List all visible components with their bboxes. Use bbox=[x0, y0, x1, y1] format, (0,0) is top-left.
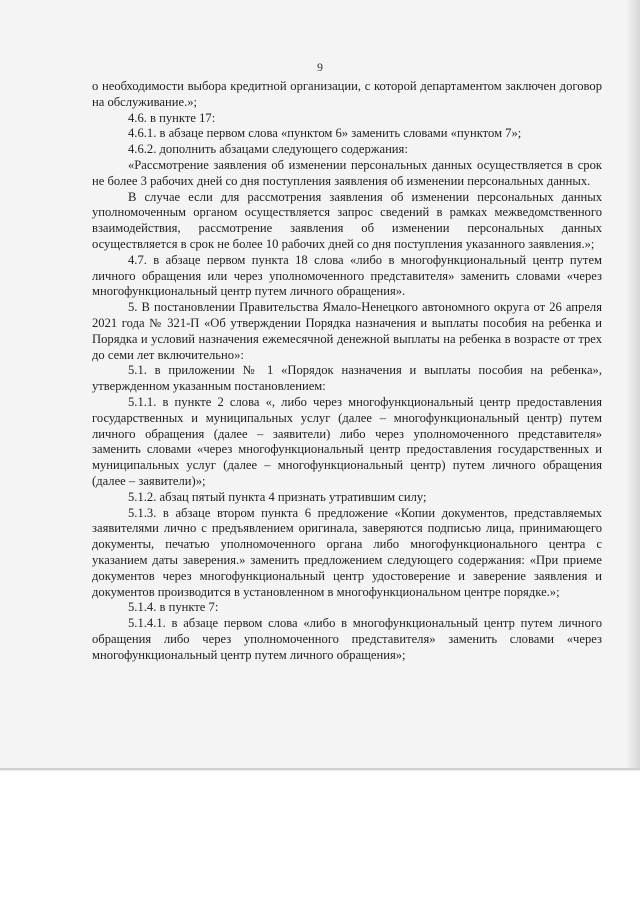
paragraph-5-1-2: 5.1.2. абзац пятый пункта 4 признать утратившим силу; bbox=[128, 489, 427, 504]
paragraph-continuation: о необходимости выбора кредитной организации, с которой департаментом заключен договор на обслуживание.»; bbox=[92, 79, 602, 109]
paragraph-5-1-1: 5.1.1. в пункте 2 слова «, либо через многофункциональный центр предоставления государственных и муниципальных услуг (далее – многофункциональный центр) путем личного обращения (далее – заявители) либо через уполномоченного представителя» заменить словами «через многофункциональный центр предоставления государственных и муниципальных услуг (далее – многофункциональный центр) путем личного обращения (далее – заявители)»; bbox=[92, 394, 602, 488]
paragraph-5-1-4: 5.1.4. в пункте 7: bbox=[128, 600, 219, 615]
paragraph-5-1-4-1: 5.1.4.1. в абзаце первом слова «либо в многофункциональный центр путем личного обращения либо через уполномоченного представителя» заменить словами «через многофункциональный центр путем личного обращения»; bbox=[92, 616, 602, 662]
page-bottom-edge bbox=[0, 768, 640, 770]
paragraph-5-1-3: 5.1.3. в абзаце втором пункта 6 предложение «Копии документов, представляемых заявителями лично с предъявлением оригинала, заверяются подписью лица, принимающего документы, печатью уполномоченного органа либо многофункционального центра с указанием даты заверения.» заменить предложением следующего содержания: «При приеме документов через многофункциональный центр удостоверение и заверение заявления и документов производится в установленном в многофункциональном центре порядке.»; bbox=[92, 505, 602, 599]
document-body bbox=[92, 79, 602, 663]
paragraph-interagency: В случае если для рассмотрения заявления об изменении персональных данных уполномоченным органом осуществляется запрос сведений в рамках межведомственного взаимодействия, рассмотрение заявления об изменении персональных данных осуществляется в срок не более 10 рабочих дней со дня поступления указанного заявления.»; bbox=[92, 189, 602, 251]
paragraph-quote-review: «Рассмотрение заявления об изменении персональных данных осуществляется в срок не более 3 рабочих дней со дня поступления заявления об изменении персональных данных. bbox=[92, 157, 602, 188]
page-number: 9 bbox=[317, 60, 323, 74]
page-edge-shadow bbox=[626, 0, 640, 770]
paragraph-4-7: 4.7. в абзаце первом пункта 18 слова «либо в многофункциональный центр путем личного обращения или через уполномоченного представителя» заменить словами «через многофункциональный центр путем личного обращения». bbox=[92, 252, 602, 299]
paragraph-4-6-2: 4.6.2. дополнить абзацами следующего содержания: bbox=[128, 142, 408, 157]
paragraph-4-6: 4.6. в пункте 17: bbox=[128, 110, 216, 125]
paragraph-5: 5. В постановлении Правительства Ямало-Ненецкого автономного округа от 26 апреля 2021 года № 321-П «Об утверждении Порядка назначения и выплаты пособия на ребенка и Порядка и условий назначения ежемесячной денежной выплаты на ребенка в возрасте от трех до семи лет включительно»: bbox=[92, 300, 602, 362]
paragraph-4-6-1: 4.6.1. в абзаце первом слова «пунктом 6» заменить словами «пунктом 7»; bbox=[128, 126, 522, 141]
paragraph-5-1: 5.1. в приложении № 1 «Порядок назначения и выплаты пособия на ребенка», утвержденном указанным постановлением: bbox=[92, 363, 602, 394]
